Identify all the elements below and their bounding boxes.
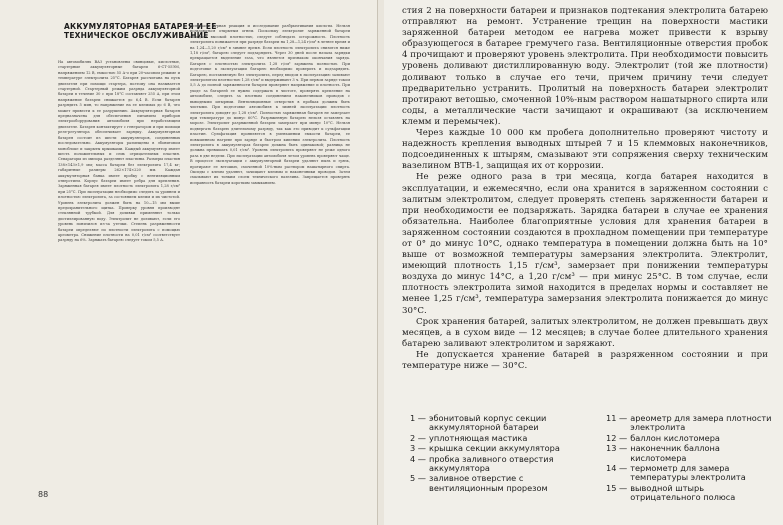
legend-number: 4 — bbox=[410, 453, 426, 464]
legend-text: баллон кислотомера bbox=[630, 432, 720, 443]
legend-text: эбонитовый корпус секции аккумуляторной батареи bbox=[429, 413, 547, 433]
legend-item bbox=[606, 464, 776, 483]
paragraph: Срок хранения батарей, залитых электролитом, не должен превышать двух месяцев, а в сухом виде — 12 месяцев; в случае более длительного хранения батарею заливают электролитом и заряжают. bbox=[402, 316, 768, 349]
legend-item bbox=[410, 434, 600, 443]
legend-text: ареометр для замера плотности электролита bbox=[630, 413, 772, 433]
legend-text: уплотняющая мастика bbox=[429, 432, 528, 443]
legend-item bbox=[410, 474, 600, 493]
legend-text: наконечник баллона кислотомера bbox=[630, 443, 720, 463]
left-column-2-text: возникает бурная реакция и исследование разбрызгивания кислоты. Нельзя пользоваться открытым огнем. Поскольку электролит заряженной батареи обладает высокой плотностью, следует соблюдать осторожность. Плотность электролита понижается при разряде батареи на 1,28—1,24 г/см³ в летнее время и на 1,24—1,20 г/см³ в зимнее время. Если плотность электролита снизится ниже 1,18 г/см³, батарею следует подзарядить. Через 30 дней после начала зарядки прекращается выделение газа, что является признаком окончания заряда. Батарея с плотностью электролита 1,28 г/см³ заряжена полностью. При подготовке к эксплуатации батарею необходимо проверить и подзарядить. Батарею, поставляемую без электролита, перед вводом в эксплуатацию заливают электролитом плотностью 1,28 г/см³ и выдерживают 3 ч. При первом заряде током 5,5 А до полной заряженности батареи проверяют напряжение и плотность. При уходе за батареей ее нужно содержать в чистоте, проверять крепление на автомобиле, следить за плотным соединением наконечников проводов с выводными штырями. Вентиляционные отверстия в пробках должны быть чистыми. При подготовке автомобиля к зимней эксплуатации плотность электролита доводят до 1,28 г/см³. Полностью заряженная батарея не замерзает при температуре до минус 60°С. Разряженную батарею нельзя оставлять на морозе. Электролит разряженной батареи замерзает при минус 10°С. Нельзя подвергать батарею длительному разряду, так как это приводит к сульфатации пластин. Сульфатация проявляется в уменьшении емкости батареи, ее повышенном нагреве при заряде и быстром кипении электролита. Плотность электролита в аккумуляторах батареи должна быть одинаковой; разница не должна превышать 0,01 г/см³. Уровень электролита проверяют не реже одного раза в две недели. При эксплуатации автомобиля летом уровень проверяют чаще. В процессе эксплуатации с аккумуляторной батареи удаляют пыль и грязь, протирают ее ветошью, смоченной 10%-ным раствором нашатырного спирта. Оксиды с клемм удаляют, зачищают клеммы и наконечники проводов. Затем смазывают их тонким слоем технического вазелина. Запрещается проверять исправность батареи коротким замыканием. bbox=[190, 24, 350, 185]
legend-item bbox=[606, 484, 776, 503]
left-page bbox=[0, 0, 378, 525]
legend-text: выводной штырь отрицательного полюса bbox=[630, 482, 736, 503]
legend-number: 2 — bbox=[410, 432, 426, 443]
legend-number: 3 — bbox=[410, 443, 426, 454]
legend-item bbox=[606, 434, 776, 443]
paragraph: Не реже одного раза в три месяца, когда батарея находится в эксплуатации, и ежемесячно, если она хранится в заряженном состоянии с залитым электролитом, следует проверять степень заряженности батареи и при необходимости ее подзаряжать. Зарядка батареи в случае ее хранения обязательна. Наиболее благоприятные условия для хранения батареи в заряженном состоянии создаются в прохладном помещении при температуре от 0° до минус 10°С, однако температура в помещении должна быть на 10° выше от возможной температуры замерзания электролита. Электролит, имеющий плотность 1,15 г/см³, замерзает при понижении температуры воздуха до минус 14°С, а 1,20 г/см³ — при минус 25°С. В том случае, если плотность электролита зимой находится в пределах нормы и составляет не менее 1,25 г/см³, температура замерзания электролита понижается до минус 30°С. bbox=[402, 172, 768, 316]
legend-text: крышка секции аккумулятора bbox=[429, 443, 560, 454]
figure-legend-right bbox=[606, 414, 776, 504]
legend-number: 15 — bbox=[606, 482, 628, 493]
legend-text: термометр для замера температуры электролита bbox=[630, 463, 746, 483]
legend-number: 14 — bbox=[606, 463, 628, 474]
right-page bbox=[384, 0, 783, 525]
legend-item bbox=[606, 444, 776, 463]
legend-item bbox=[410, 414, 600, 433]
left-column-1-text: На автомобилях ВАЗ установлены свинцовые, кислотные, стартерные аккумуляторные батареи 6-СТ-55ЭМ, напряжением 12 В, емкостью 55 А·ч при 20-часовом режиме и температуре электролита 25°С. Батарея рассчитана на пуск двигателя при помощи стартера, поэтому она называется стартерной. Стартерный режим разряда аккумуляторной батареи в течение 30 с при 18°С составляет 255 А, при этом напряжение батареи снижается до 6,4 В. Если батарея разрядить 5 мин, то напряжение на ее клеммах до 6 В, что может привести к ее разрушению. Аккумуляторная батарея предназначена для обеспечения питанием приборов электрооборудования автомобиля при неработающем двигателе. Батарея контактирует с генератором и при помощи реле-регулятора обеспечивает зарядку. Аккумуляторная батарея состоит из шести аккумуляторов, соединенных последовательно. Аккумуляторы размещены в эбонитовом моноблоке и закрыты крышками. Каждый аккумулятор имеет шесть положительных и семь отрицательных пластин. Сепараторы из мипора разделяют пластины. Размеры пластин 138×143×1,9 мм; масса батареи без электролита 17,4 кг; габаритные размеры 262×174×220 мм. Каждая аккумуляторная банка имеет пробку с вентиляционным отверстием. Корпус батареи имеет ребра для крепления. Заряженная батарея имеет плотность электролита 1,28 г/см³ при 25°С. При эксплуатации необходимо следить за уровнем и плотностью электролита, за состоянием клемм и их чистотой. Уровень электролита должен быть на 10—15 мм выше предохранительного щитка. Проверку уровня производят стеклянной трубкой. Для доливки применяют только дистиллированную воду. Электролит не доливают, если его уровень понизился из-за утечки. Степень разряженности батареи определяют по плотности электролита с помощью ареометра. Снижение плотности на 0,01 г/см³ соответствует разряду на 6%. Заряжать батарею следует током 5,5 А. bbox=[58, 60, 180, 243]
legend-text: заливное отверстие с вентиляционным прорезом bbox=[429, 473, 548, 493]
legend-number: 12 — bbox=[606, 432, 628, 443]
legend-number: 11 — bbox=[606, 413, 628, 423]
legend-number: 13 — bbox=[606, 443, 628, 454]
legend-item bbox=[410, 455, 600, 474]
figure-legend-left bbox=[410, 414, 600, 494]
paragraph: Через каждые 10 000 км пробега дополнительно проверяют чистоту и надежность крепления выводных штырей 7 и 15 клеммовых наконечников, подсоединенных к штырям, смазывают эти сопряжения сверху техническим вазелином ВТВ-1, защищая их от коррозии. bbox=[402, 128, 768, 172]
legend-item bbox=[606, 414, 776, 433]
legend-number: 5 — bbox=[410, 473, 426, 484]
paragraph: Не допускается хранение батарей в разряженном состоянии и при температуре ниже — 30°С. bbox=[402, 349, 768, 371]
legend-text: пробка заливного отверстия аккумулятора bbox=[429, 453, 554, 474]
page-number: 88 bbox=[38, 490, 49, 499]
article-title: АККУМУЛЯТОРНАЯ БАТАРЕЯ И ЕЕ ТЕХНИЧЕСКОЕ ОБСЛУЖИВАНИЕ bbox=[64, 22, 217, 40]
legend-number: 1 — bbox=[410, 413, 426, 423]
paragraph: стия 2 на поверхности батареи и признаков подтекания электролита батарею отправляют на ремонт. Устранение трещин на поверхности мастики заряженной батареи методом ее нагрева может привести к взрыву образующегося в батарее гремучего газа. Вентиляционные отверстия пробок 4 прочищают и проверяют уровень электролита. При необходимости повысить уровень доливают дистиллированную воду. Электролит (той же плотности) доливают только в случае его течи, причем причину течи следует предварительно устранить. Пролитый на поверхность батареи электролит протирают ветошью, смоченной 10%-ным раствором нашатырного спирта или соды, а металлические части зачищают и окрашивают (за исключением клемм и перемычек). bbox=[402, 6, 768, 127]
legend-item bbox=[410, 444, 600, 453]
right-page-body bbox=[402, 6, 768, 372]
